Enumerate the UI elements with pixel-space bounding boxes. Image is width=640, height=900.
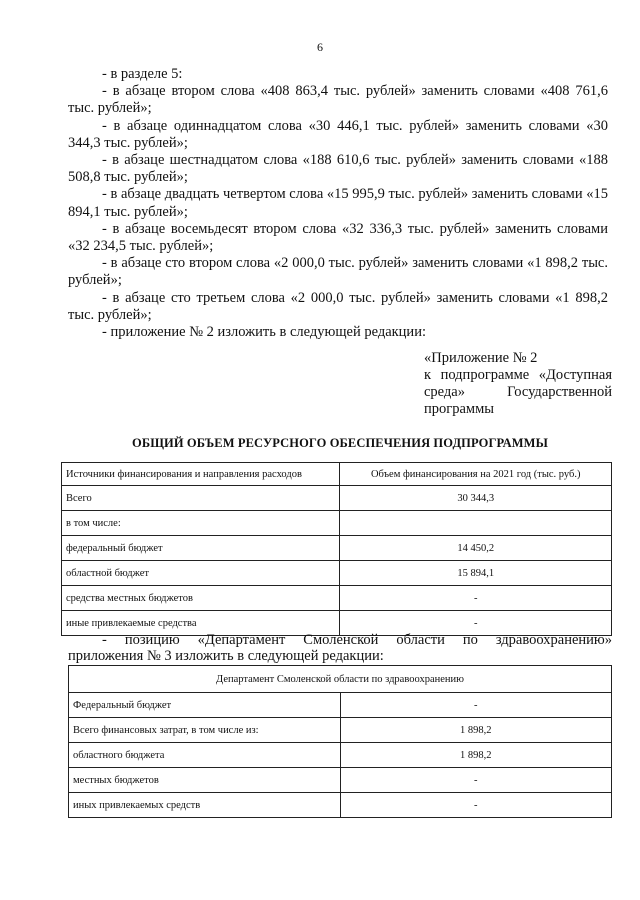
- paragraph: - в абзаце сто третьем слова «2 000,0 тыс. рублей» заменить словами «1 898,2 тыс. рублей»;: [68, 289, 608, 323]
- table-cell: 14 450,2: [340, 536, 612, 561]
- table-cell: иных привлекаемых средств: [69, 793, 341, 818]
- table-cell: областной бюджет: [62, 561, 340, 586]
- column-header: Объем финансирования на 2021 год (тыс. руб.): [340, 463, 612, 486]
- table-cell: Федеральный бюджет: [69, 693, 341, 718]
- table-cell: Всего финансовых затрат, в том числе из:: [69, 718, 341, 743]
- paragraph: - в разделе 5:: [102, 66, 183, 82]
- department-table: [68, 665, 612, 818]
- table-header-row: [69, 666, 612, 693]
- paragraph: - приложение № 2 изложить в следующей редакции:: [102, 324, 426, 341]
- table-cell: в том числе:: [62, 511, 340, 536]
- table-cell: 1 898,2: [340, 743, 611, 768]
- table-row: [62, 486, 612, 511]
- table-row: [62, 586, 612, 611]
- paragraph: - в абзаце восемьдесят втором слова «32 336,3 тыс. рублей» заменить словами «32 234,5 тыс. рублей»;: [68, 220, 608, 255]
- column-header: Департамент Смоленской области по здравоохранению: [69, 666, 612, 693]
- table-header-row: [62, 463, 612, 486]
- table-row: [62, 536, 612, 561]
- annex-heading: [424, 350, 612, 418]
- table-cell: -: [340, 611, 612, 636]
- table-row: [62, 511, 612, 536]
- table-cell: средства местных бюджетов: [62, 586, 340, 611]
- position-amendment-text: [68, 632, 612, 664]
- table-cell: 1 898,2: [340, 718, 611, 743]
- table-cell: иные привлекаемые средства: [62, 611, 340, 636]
- table-cell: -: [340, 793, 611, 818]
- paragraph: - в абзаце втором слова «408 863,4 тыс. рублей» заменить словами «408 761,6 тыс. рублей»;: [68, 83, 608, 117]
- table-cell: областного бюджета: [69, 743, 341, 768]
- table-cell: местных бюджетов: [69, 768, 341, 793]
- paragraph: - в абзаце шестнадцатом слова «188 610,6 тыс. рублей» заменить словами «188 508,8 тыс. рублей»;: [68, 152, 608, 186]
- table-row: [69, 718, 612, 743]
- table-title: ОБЩИЙ ОБЪЕМ РЕСУРСНОГО ОБЕСПЕЧЕНИЯ ПОДПРОГРАММЫ: [132, 436, 548, 450]
- paragraph: - в абзаце двадцать четвертом слова «15 995,9 тыс. рублей» заменить словами «15 894,1 тыс. рублей»;: [68, 186, 608, 220]
- table-cell: -: [340, 586, 612, 611]
- table-cell: [340, 511, 612, 536]
- table-row: [69, 768, 612, 793]
- paragraph-line: - позицию «Департамент Смоленской области по здравоохранению»: [102, 632, 612, 648]
- annex-line: «Приложение № 2: [424, 350, 538, 366]
- table-cell: 30 344,3: [340, 486, 612, 511]
- paragraph: - в абзаце одиннадцатом слова «30 446,1 тыс. рублей» заменить словами «30 344,3 тыс. рублей»;: [68, 117, 608, 151]
- table-cell: федеральный бюджет: [62, 536, 340, 561]
- column-header: Источники финансирования и направления расходов: [62, 463, 340, 486]
- table-row: [62, 561, 612, 586]
- amendment-text: [68, 66, 608, 341]
- table-row: [69, 743, 612, 768]
- table-row: [69, 793, 612, 818]
- table-cell: 15 894,1: [340, 561, 612, 586]
- annex-line: среда» Государственной: [424, 384, 612, 400]
- table-cell: Всего: [62, 486, 340, 511]
- paragraph: - в абзаце сто втором слова «2 000,0 тыс. рублей» заменить словами «1 898,2 тыс. рублей»;: [68, 255, 608, 289]
- table-cell: -: [340, 693, 611, 718]
- paragraph-line: приложения № 3 изложить в следующей редакции:: [68, 648, 384, 664]
- page-number: 6: [317, 40, 323, 54]
- table-row: [69, 693, 612, 718]
- resources-table: [61, 462, 612, 636]
- table-cell: -: [340, 768, 611, 793]
- annex-line: программы: [424, 401, 494, 417]
- annex-line: к подпрограмме «Доступная: [424, 367, 612, 383]
